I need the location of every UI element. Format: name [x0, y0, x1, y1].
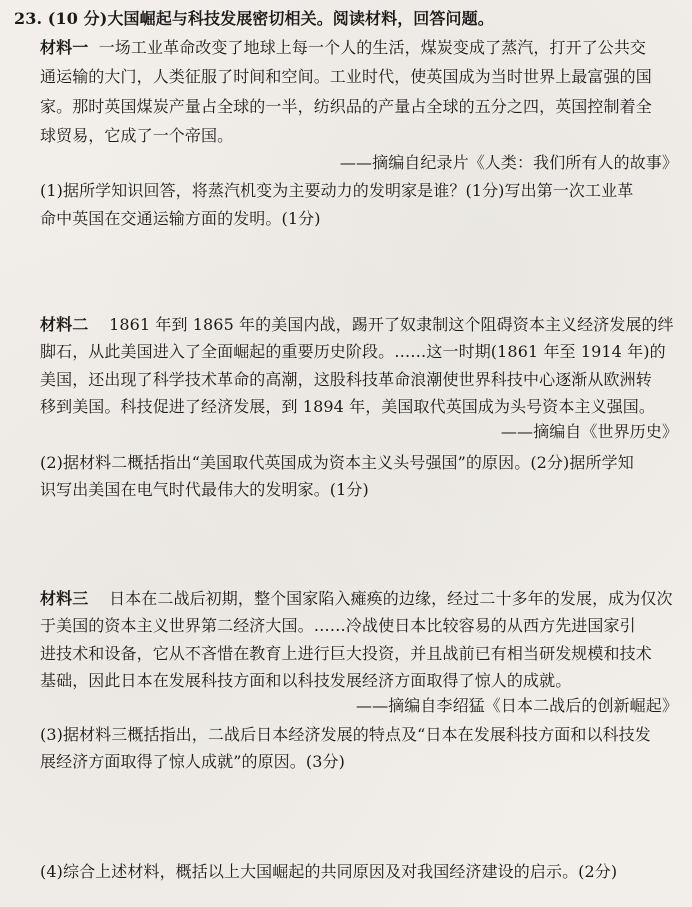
material3-line-1: [40, 588, 678, 610]
material1-label: 材料一: [40, 38, 89, 57]
material2-line-1: [40, 314, 678, 336]
material3-line-4: 基础，因此日本在发展科技方面和以科技发展经济方面取得了惊人的成就。: [40, 671, 572, 690]
material1-text-1: 一场工业革命改变了地球上每一个人的生活，煤炭变成了蒸汽，打开了公共交: [98, 38, 647, 57]
question-header: [14, 8, 678, 30]
material1-line-4: 球贸易，它成了一个帝国。: [40, 126, 234, 145]
material1-line-3: 家。那时英国煤炭产量占全球的一半，纺织品的产量占全球的五分之四，英国控制着全: [40, 97, 652, 116]
material3-label: 材料三: [40, 589, 89, 608]
q2-line-2: 识写出美国在电气时代最伟大的发明家。(1分): [40, 480, 369, 499]
material3-text-1: 日本在二战后初期，整个国家陷入瘫痪的边缘，经过二十多年的发展，成为仅次: [109, 589, 673, 608]
material2-line-2: 脚石，从此美国进入了全面崛起的重要历史阶段。……这一时期(1861 年至 1914 年)的: [40, 342, 666, 361]
question-intro: 大国崛起与科技发展密切相关。阅读材料，回答问题。: [107, 9, 494, 28]
q3-line-1: (3)据材料三概括指出，二战后日本经济发展的特点及“日本在发展科技方面和以科技发: [40, 725, 651, 744]
material3-line-2: 于美国的资本主义世界第二经济大国。……冷战使日本比较容易的从西方先进国家引: [40, 616, 636, 635]
material3-line-3: 进技术和设备，它从不吝惜在教育上进行巨大投资，并且战前已有相当研发规模和技术: [40, 644, 652, 663]
material1-line-1: [40, 37, 678, 59]
q1-line-2: 命中英国在交通运输方面的发明。(1分): [40, 209, 321, 228]
material1-line-2: 通运输的大门，人类征服了时间和空间。工业时代，使英国成为当时世界上最富强的国: [40, 67, 652, 86]
material2-label: 材料二: [40, 315, 89, 334]
q3-line-2: 展经济方面取得了惊人成就”的原因。(3分): [40, 752, 345, 771]
material2-source: ——摘编自《世界历史》: [500, 422, 678, 441]
question-number: 23. (10 分): [14, 9, 108, 28]
q1-line-1: (1)据所学知识回答，将蒸汽机变为主要动力的发明家是谁？(1分)写出第一次工业革: [40, 181, 634, 200]
material2-line-4: 移到美国。科技促进了经济发展，到 1894 年，美国取代英国成为头号资本主义强国。: [40, 397, 655, 416]
material2-text-1: 1861 年到 1865 年的美国内战，踢开了奴隶制这个阻碍资本主义经济发展的绊: [109, 315, 674, 334]
material3-source: ——摘编自李绍猛《日本二战后的创新崛起》: [355, 696, 678, 715]
q4-line-1: (4)综合上述材料，概括以上大国崛起的共同原因及对我国经济建设的启示。(2分): [40, 862, 618, 881]
q2-line-1: (2)据材料二概括指出“美国取代英国成为资本主义头号强国”的原因。(2分)据所学知: [40, 453, 634, 472]
material1-source: ——摘编自纪录片《人类：我们所有人的故事》: [339, 153, 678, 172]
material2-line-3: 美国，还出现了科学技术革命的高潮，这股科技革命浪潮使世界科技中心逐渐从欧洲转: [40, 370, 652, 389]
